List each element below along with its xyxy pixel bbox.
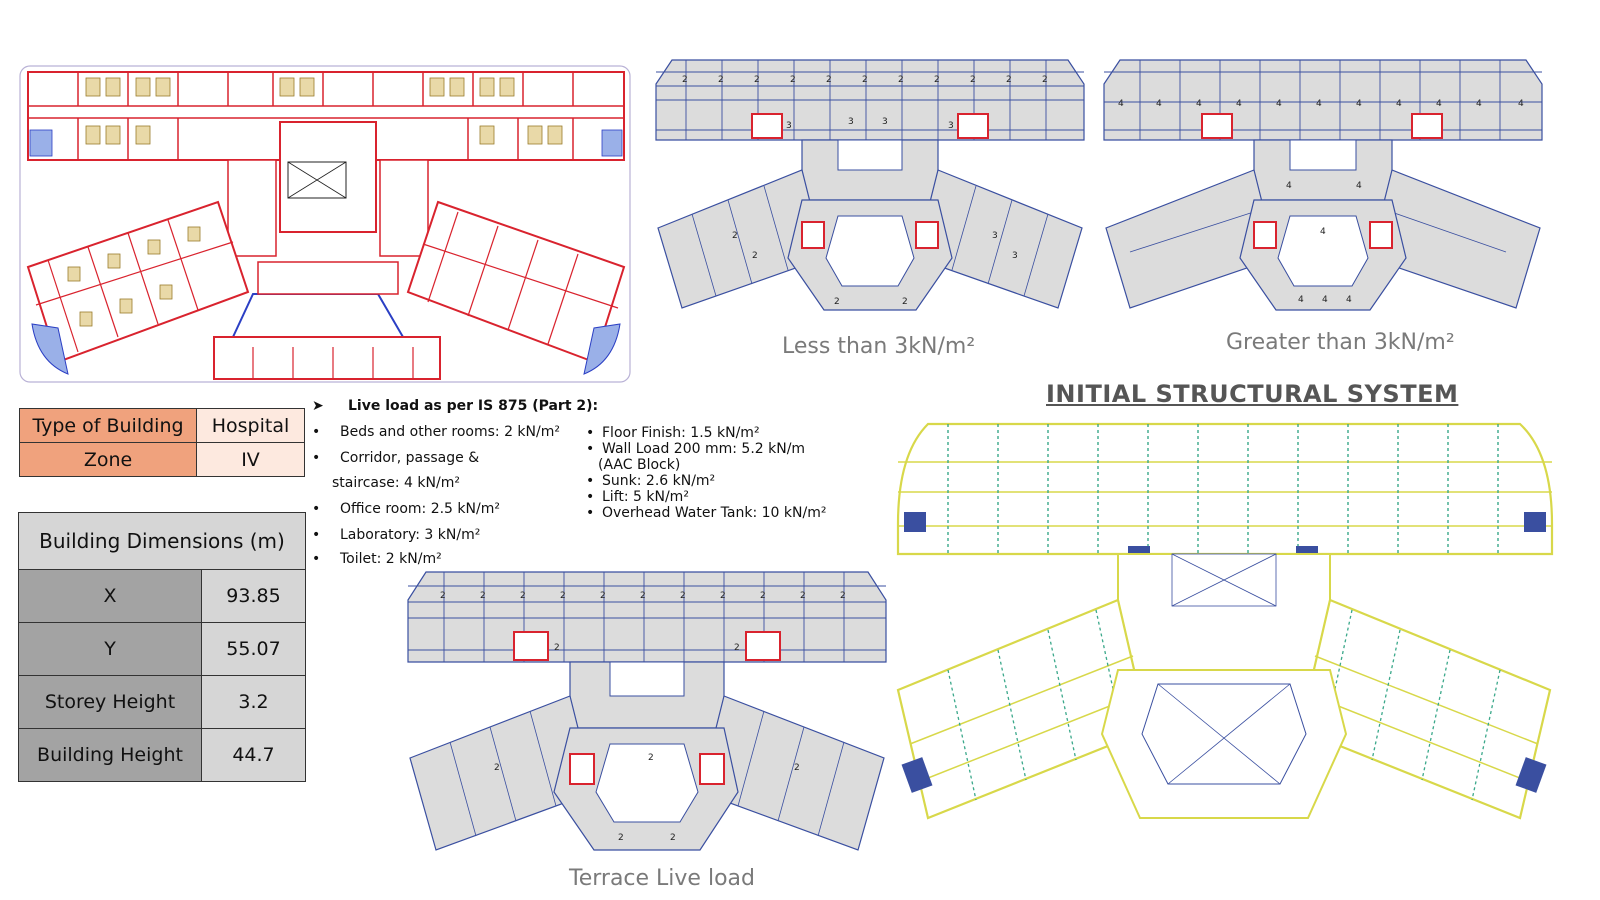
list-item: Office room: 2.5 kN/m² [340,501,500,517]
list-item: Laboratory: 3 kN/m² [340,527,481,543]
list-item: (AAC Block) [598,457,681,473]
bullet-icon: • [586,441,595,457]
svg-text:4: 4 [1156,99,1162,109]
list-item: Lift: 5 kN/m² [602,489,689,505]
building-dimensions-table [18,512,306,782]
list-item: Sunk: 2.6 kN/m² [602,473,716,489]
dimension-label: Building Height [19,729,202,782]
svg-text:4: 4 [1236,99,1242,109]
slab-plan-greater-than-3 [1100,58,1546,316]
caption-terrace: Terrace Live load [569,866,755,891]
table-row [20,409,305,443]
table-row [20,443,305,477]
svg-text:3: 3 [1012,251,1018,261]
svg-text:2: 2 [600,591,606,601]
svg-text:2: 2 [754,75,760,85]
zone-value: IV [197,443,305,477]
svg-text:2: 2 [680,591,686,601]
svg-text:4: 4 [1196,99,1202,109]
svg-text:3: 3 [786,121,792,131]
building-type-table [19,408,305,477]
svg-text:2: 2 [840,591,846,601]
dimension-value: 93.85 [202,570,306,623]
dimension-value: 55.07 [202,623,306,676]
svg-text:4: 4 [1356,99,1362,109]
arrow-bullet-icon: ➤ [312,398,324,414]
svg-text:2: 2 [934,75,940,85]
svg-text:2: 2 [834,297,840,307]
svg-text:2: 2 [1006,75,1012,85]
bullet-icon: • [312,551,321,567]
svg-text:2: 2 [826,75,832,85]
svg-text:2: 2 [800,591,806,601]
svg-text:2: 2 [1042,75,1048,85]
table-row [19,729,306,782]
table-header-row [19,513,306,570]
bullet-icon: • [586,425,595,441]
table-row [19,623,306,676]
svg-text:2: 2 [898,75,904,85]
list-item: Overhead Water Tank: 10 kN/m² [602,505,827,521]
svg-text:4: 4 [1322,295,1328,305]
svg-text:2: 2 [520,591,526,601]
svg-text:2: 2 [718,75,724,85]
svg-text:4: 4 [1320,227,1326,237]
svg-text:4: 4 [1346,295,1352,305]
list-item: Beds and other rooms: 2 kN/m² [340,424,560,440]
svg-text:2: 2 [648,753,654,763]
bullet-icon: • [312,527,321,543]
dimension-label: X [19,570,202,623]
caption-less-than-3: Less than 3kN/m² [782,334,976,359]
svg-text:2: 2 [794,763,800,773]
bullet-icon: • [586,489,595,505]
bullet-icon: • [312,501,321,517]
svg-text:4: 4 [1518,99,1524,109]
table-row [19,570,306,623]
svg-text:4: 4 [1118,99,1124,109]
list-item: Corridor, passage & [340,450,480,466]
svg-text:4: 4 [1298,295,1304,305]
bullet-icon: • [586,505,595,521]
slab-plan-terrace [404,570,890,856]
building-type-label: Type of Building [20,409,197,443]
svg-text:2: 2 [560,591,566,601]
architectural-floor-plan [18,62,634,384]
svg-text:3: 3 [882,117,888,127]
structural-system-title: INITIAL STRUCTURAL SYSTEM [1046,380,1459,408]
svg-text:2: 2 [670,833,676,843]
bullet-icon: • [586,473,595,489]
structural-system-plan [888,414,1560,826]
list-item: Toilet: 2 kN/m² [340,551,442,567]
svg-text:4: 4 [1356,181,1362,191]
list-item: Wall Load 200 mm: 5.2 kN/m [602,441,806,457]
svg-text:2: 2 [480,591,486,601]
svg-text:3: 3 [992,231,998,241]
svg-text:4: 4 [1316,99,1322,109]
building-type-value: Hospital [197,409,305,443]
svg-text:4: 4 [1436,99,1442,109]
slab-plan-less-than-3 [652,58,1088,316]
svg-text:2: 2 [494,763,500,773]
svg-text:2: 2 [902,297,908,307]
svg-text:2: 2 [970,75,976,85]
svg-text:4: 4 [1286,181,1292,191]
dimensions-header: Building Dimensions (m) [19,513,306,570]
svg-text:2: 2 [554,643,560,653]
svg-text:4: 4 [1276,99,1282,109]
svg-text:2: 2 [720,591,726,601]
svg-text:4: 4 [1396,99,1402,109]
svg-text:2: 2 [760,591,766,601]
dimension-value: 44.7 [202,729,306,782]
svg-text:2: 2 [682,75,688,85]
list-item: staircase: 4 kN/m² [332,475,460,491]
caption-greater-than-3: Greater than 3kN/m² [1226,330,1455,355]
dimension-label: Storey Height [19,676,202,729]
svg-text:2: 2 [862,75,868,85]
svg-text:2: 2 [752,251,758,261]
dimension-label: Y [19,623,202,676]
svg-text:3: 3 [948,121,954,131]
zone-label: Zone [20,443,197,477]
svg-text:2: 2 [640,591,646,601]
svg-text:3: 3 [848,117,854,127]
bullet-icon: • [312,450,321,466]
list-item: Floor Finish: 1.5 kN/m² [602,425,760,441]
svg-text:2: 2 [734,643,740,653]
svg-text:2: 2 [440,591,446,601]
dimension-value: 3.2 [202,676,306,729]
svg-text:4: 4 [1476,99,1482,109]
table-row [19,676,306,729]
svg-text:2: 2 [618,833,624,843]
svg-text:2: 2 [790,75,796,85]
live-load-title: Live load as per IS 875 (Part 2): [348,398,599,414]
svg-text:2: 2 [732,231,738,241]
bullet-icon: • [312,424,321,440]
